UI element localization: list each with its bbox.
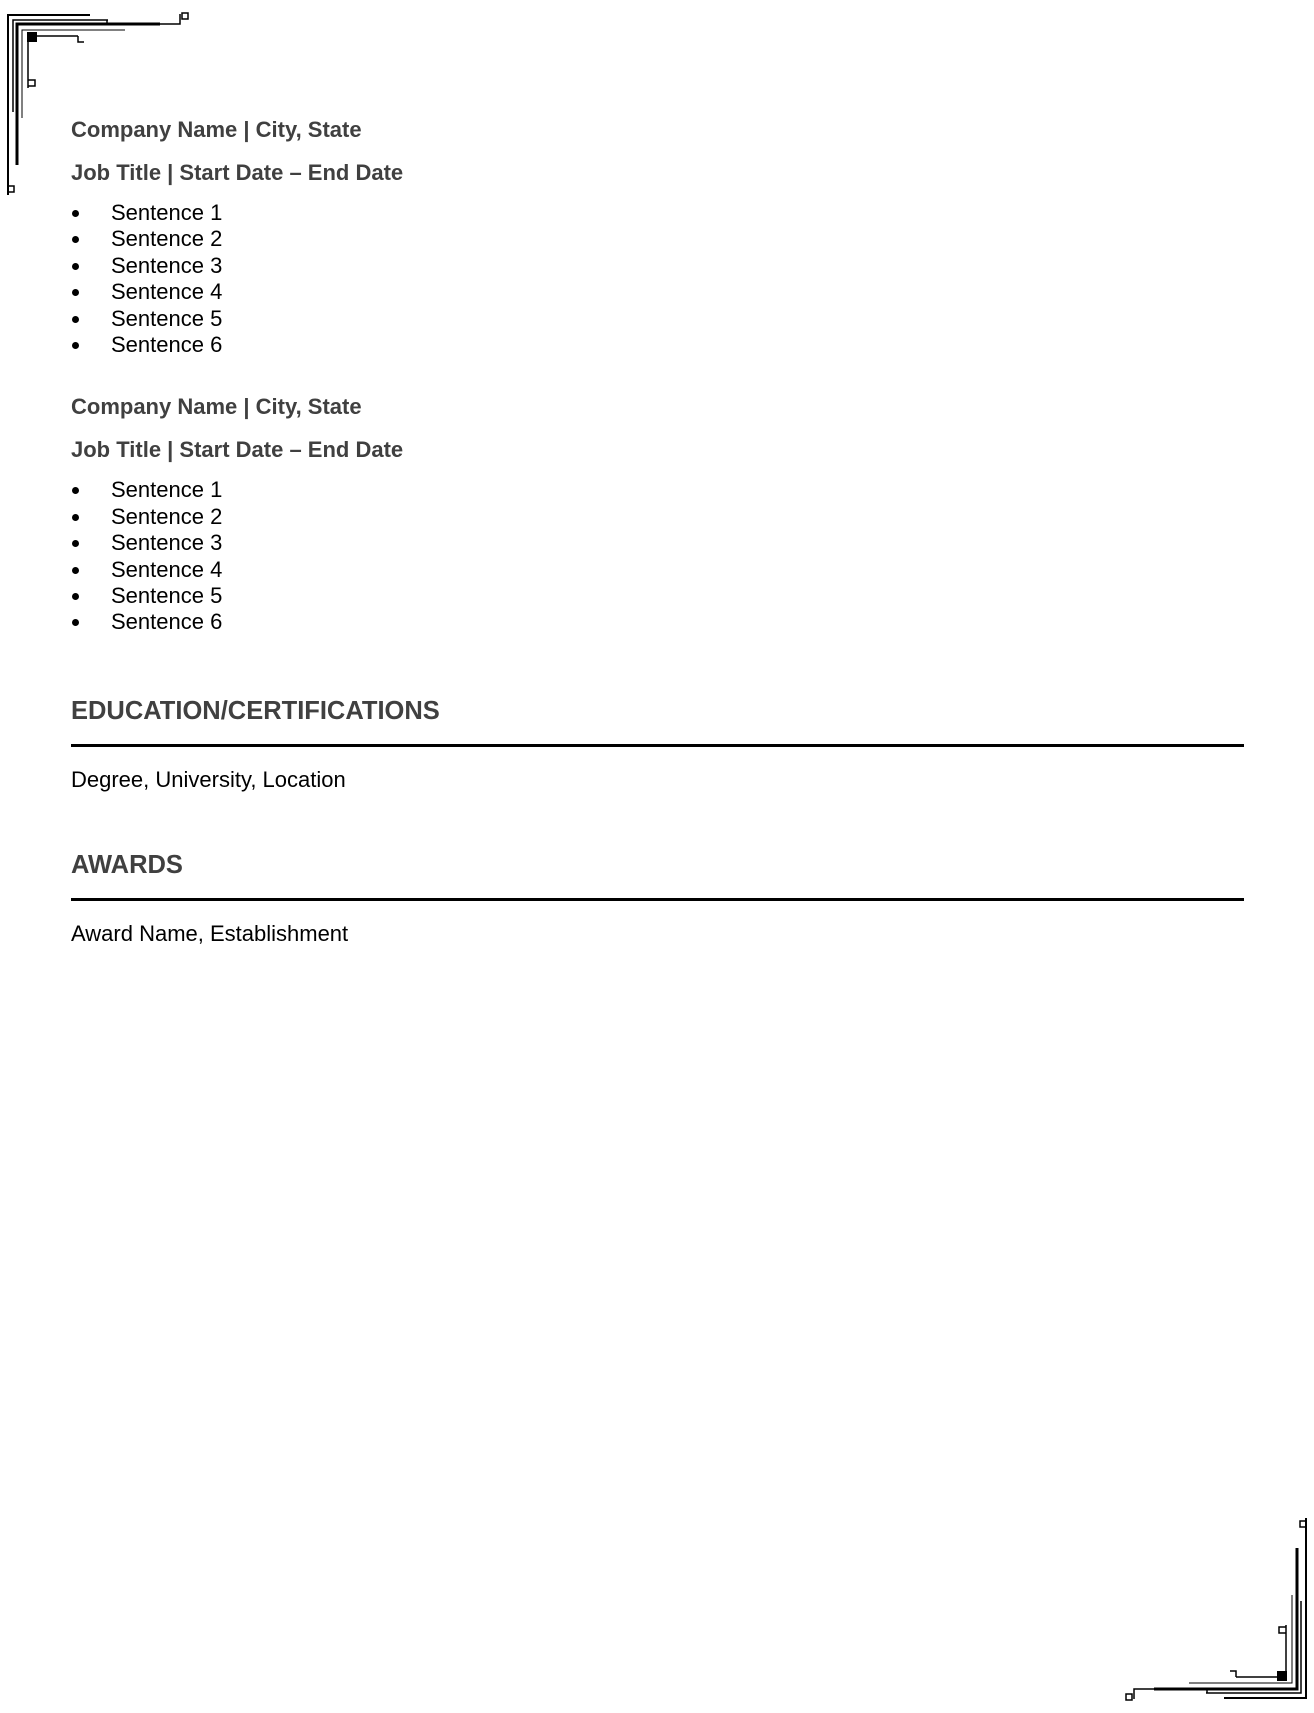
resume-body [71, 117, 1244, 947]
bullet-icon [72, 593, 79, 600]
bullet-icon [72, 619, 79, 626]
list-item: Sentence 3 [71, 253, 1244, 279]
corner-ornament-bottom-right [1114, 1513, 1314, 1713]
bullet-list [71, 477, 1244, 635]
list-item: Sentence 4 [71, 557, 1244, 583]
list-item: Sentence 4 [71, 279, 1244, 305]
bullet-icon [72, 210, 79, 217]
list-item: Sentence 1 [71, 477, 1244, 503]
bullet-icon [72, 289, 79, 296]
list-item: Sentence 2 [71, 226, 1244, 252]
list-item: Sentence 3 [71, 530, 1244, 556]
bullet-icon [72, 342, 79, 349]
section-heading-education: EDUCATION/CERTIFICATIONS [71, 696, 1244, 747]
job-entry [71, 394, 1244, 635]
company-line: Company Name | City, State [71, 394, 362, 420]
list-item: Sentence 1 [71, 200, 1244, 226]
education-entry: Degree, University, Location [71, 766, 346, 792]
job-title-line: Job Title | Start Date – End Date [71, 437, 404, 463]
list-item: Sentence 6 [71, 609, 1244, 635]
awards-section [71, 850, 1244, 947]
award-entry: Award Name, Establishment [71, 920, 349, 946]
education-section [71, 696, 1244, 793]
bullet-list [71, 200, 1244, 358]
bullet-icon [72, 316, 79, 323]
company-line: Company Name | City, State [71, 117, 362, 142]
list-item: Sentence 5 [71, 306, 1244, 332]
job-title-line: Job Title | Start Date – End Date [71, 160, 404, 185]
bullet-icon [72, 487, 79, 494]
list-item: Sentence 6 [71, 332, 1244, 358]
bullet-icon [72, 263, 79, 270]
section-heading-awards: AWARDS [71, 850, 1244, 901]
bullet-icon [72, 236, 79, 243]
bullet-icon [72, 567, 79, 574]
list-item: Sentence 5 [71, 583, 1244, 609]
job-entry [71, 117, 1244, 358]
list-item: Sentence 2 [71, 504, 1244, 530]
bullet-icon [72, 540, 79, 547]
bullet-icon [72, 514, 79, 521]
